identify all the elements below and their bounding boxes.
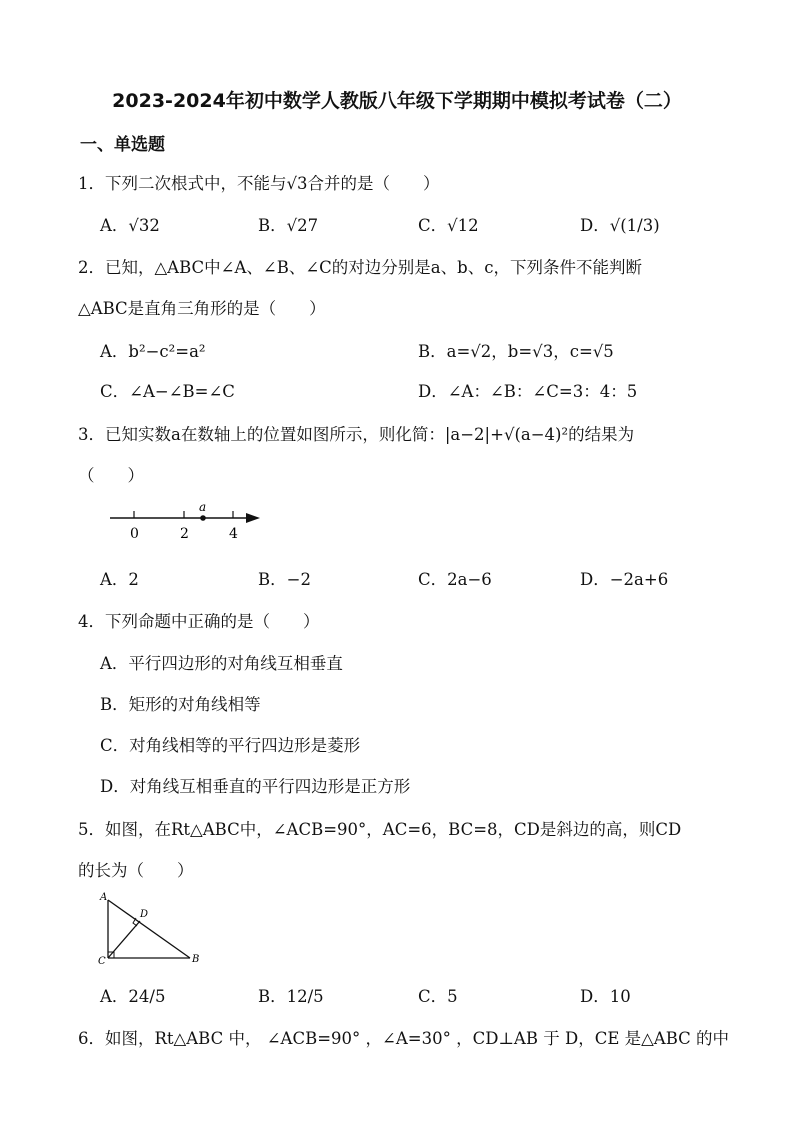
q3-stem-line1: 3．已知实数a在数轴上的位置如图所示，则化简：|a−2|+√(a−4)²的结果为 <box>78 425 635 444</box>
q2-stem-line1: 2．已知，△ABC中∠A、∠B、∠C的对边分别是a、b、c，下列条件不能判断 <box>78 258 642 277</box>
q1-option-d[interactable]: D．√(1/3) <box>580 216 660 235</box>
q4-option-d[interactable]: D．对角线互相垂直的平行四边形是正方形 <box>100 777 411 796</box>
q1-option-b[interactable]: B．√27 <box>258 216 319 235</box>
q3-option-c[interactable]: C．2a−6 <box>418 570 492 589</box>
q2-stem-line2: △ABC是直角三角形的是（ ） <box>78 299 326 318</box>
q4-option-c[interactable]: C．对角线相等的平行四边形是菱形 <box>100 736 361 755</box>
q2-option-d[interactable]: D．∠A：∠B：∠C=3：4：5 <box>418 382 638 401</box>
q3-option-b[interactable]: B．−2 <box>258 570 311 589</box>
q2-option-c[interactable]: C．∠A−∠B=∠C <box>100 382 235 401</box>
point-a-label: a <box>199 500 207 514</box>
number-line-arrow <box>246 513 260 523</box>
q3-option-d[interactable]: D．−2a+6 <box>580 570 669 589</box>
side-ab <box>108 900 190 958</box>
label-a: A <box>100 892 108 903</box>
q5-stem-line1: 5．如图，在Rt△ABC中，∠ACB=90°，AC=6，BC=8，CD是斜边的高，则CD <box>78 820 682 839</box>
section-heading: 一、单选题 <box>80 135 165 155</box>
tick-label-2: 2 <box>180 526 189 542</box>
q1-option-c[interactable]: C．√12 <box>418 216 479 235</box>
q3-stem-line2: （ ） <box>78 466 144 485</box>
label-b: B <box>192 954 200 965</box>
q5-option-c[interactable]: C．5 <box>418 987 458 1006</box>
tick-label-4: 4 <box>229 526 238 542</box>
triangle-figure <box>96 888 206 968</box>
q2-option-b[interactable]: B．a=√2，b=√3，c=√5 <box>418 342 614 361</box>
q6-stem-line1: 6．如图，Rt△ABC 中， ∠ACB=90° ，∠A=30° ，CD⊥AB 于 D，CE 是△ABC 的中 <box>78 1029 730 1048</box>
q4-option-a[interactable]: A．平行四边形的对角线互相垂直 <box>100 654 343 673</box>
q1-stem: 1．下列二次根式中，不能与√3合并的是（ ） <box>78 174 440 193</box>
point-a <box>200 515 206 521</box>
label-c: C <box>98 956 106 967</box>
q3-option-a[interactable]: A．2 <box>100 570 139 589</box>
tick-label-0: 0 <box>130 526 139 542</box>
page-title: 2023-2024年初中数学人教版八年级下学期期中模拟考试卷（二） <box>112 90 682 112</box>
q1-option-a[interactable]: A．√32 <box>100 216 160 235</box>
q4-option-b[interactable]: B．矩形的对角线相等 <box>100 695 261 714</box>
q4-stem: 4．下列命题中正确的是（ ） <box>78 612 320 631</box>
label-d: D <box>140 909 149 920</box>
q2-option-a[interactable]: A．b²−c²=a² <box>100 342 206 361</box>
q5-option-d[interactable]: D．10 <box>580 987 631 1006</box>
q5-option-b[interactable]: B．12/5 <box>258 987 324 1006</box>
number-line-figure <box>100 496 270 546</box>
q5-option-a[interactable]: A．24/5 <box>100 987 166 1006</box>
q5-stem-line2: 的长为（ ） <box>78 861 194 880</box>
